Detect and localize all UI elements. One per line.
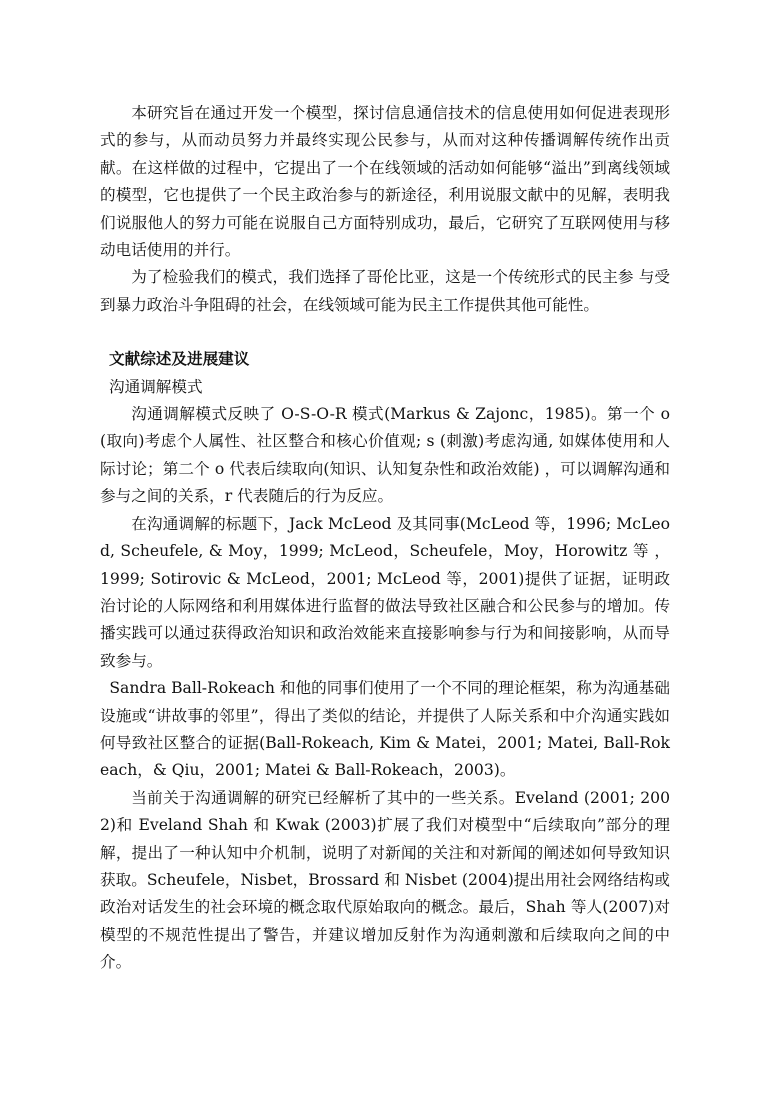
section-paragraph-1: 沟通调解模式反映了 O-S-O-R 模式(Markus & Zajonc，1985)。第一个 o (取向)考虑个人属性、社区整合和核心价值观; s (刺激)考虑沟通, 如媒体使用和人际讨论；第二个 o 代表后续取向(知识、认知复杂性和政治效能) ，可以调解沟通和参与之间的关系，r 代表随后的行为反应。 bbox=[100, 405, 670, 506]
section-paragraph-2: 在沟通调解的标题下，Jack McLeod 及其同事(McLeod 等，1996; McLeod, Scheufele, & Moy，1999; McLeod，Scheufele，Moy，Horowitz 等 ，1999; Sotirovic & McLeod，2001; McLeod 等，2001)提供了证据，证明政治讨论的人际网络和利用媒体进行监督的做法导致社区融合和公民参与的增加。传播实践可以通过获得政治知识和政治效能来直接影响参与行为和间接影响，从而导致参与。 bbox=[100, 514, 670, 670]
intro-paragraph-2: 为了检验我们的模式，我们选择了哥伦比亚，这是一个传统形式的民主参 与受到暴力政治斗争阻碍的社会，在线领域可能为民主工作提供其他可能性。 bbox=[100, 268, 670, 314]
document-page bbox=[100, 100, 670, 977]
section-gap bbox=[100, 319, 670, 346]
section-subheading: 沟通调解模式 bbox=[109, 377, 203, 396]
section-paragraph-4: 当前关于沟通调解的研究已经解析了其中的一些关系。Eveland (2001; 2002)和 Eveland Shah 和 Kwak (2003)扩展了我们对模型中“后续取向”部分的理解，提出了一种认知中介机制，说明了对新闻的关注和对新闻的阐述如何导致知识获取。Scheufele，Nisbet，Brossard 和 Nisbet (2004)提出用社会网络结构或政治对话发生的社会环境的概念取代原始取向的概念。最后，Shah 等人(2007)对模型的不规范性提出了警告，并建议增加反射作为沟通刺激和后续取向之间的中介。 bbox=[100, 788, 670, 972]
section-heading: 文献综述及进展建议 bbox=[109, 350, 250, 369]
section-paragraph-3: Sandra Ball-Rokeach 和他的同事们使用了一个不同的理论框架，称为沟通基础设施或“讲故事的邻里”，得出了类似的结论，并提供了人际关系和中介沟通实践如何导致社区整合的证据(Ball-Rokeach, Kim & Matei，2001; Matei, Ball-Rokeach，& Qiu，2001; Matei & Ball-Rokeach，2003)。 bbox=[100, 679, 670, 780]
intro-paragraph-1: 本研究旨在通过开发一个模型，探讨信息通信技术的信息使用如何促进表现形式的参与，从而动员努力并最终实现公民参与，从而对这种传播调解传统作出贡献。在这样做的过程中，它提出了一个在线领域的活动如何能够“溢出”到离线领域的模型，它也提供了一个民主政治参与的新途径，利用说服文献中的见解，表明我们说服他人的努力可能在说服自己方面特别成功，最后，它研究了互联网使用与移动电话使用的并行。 bbox=[100, 104, 670, 260]
